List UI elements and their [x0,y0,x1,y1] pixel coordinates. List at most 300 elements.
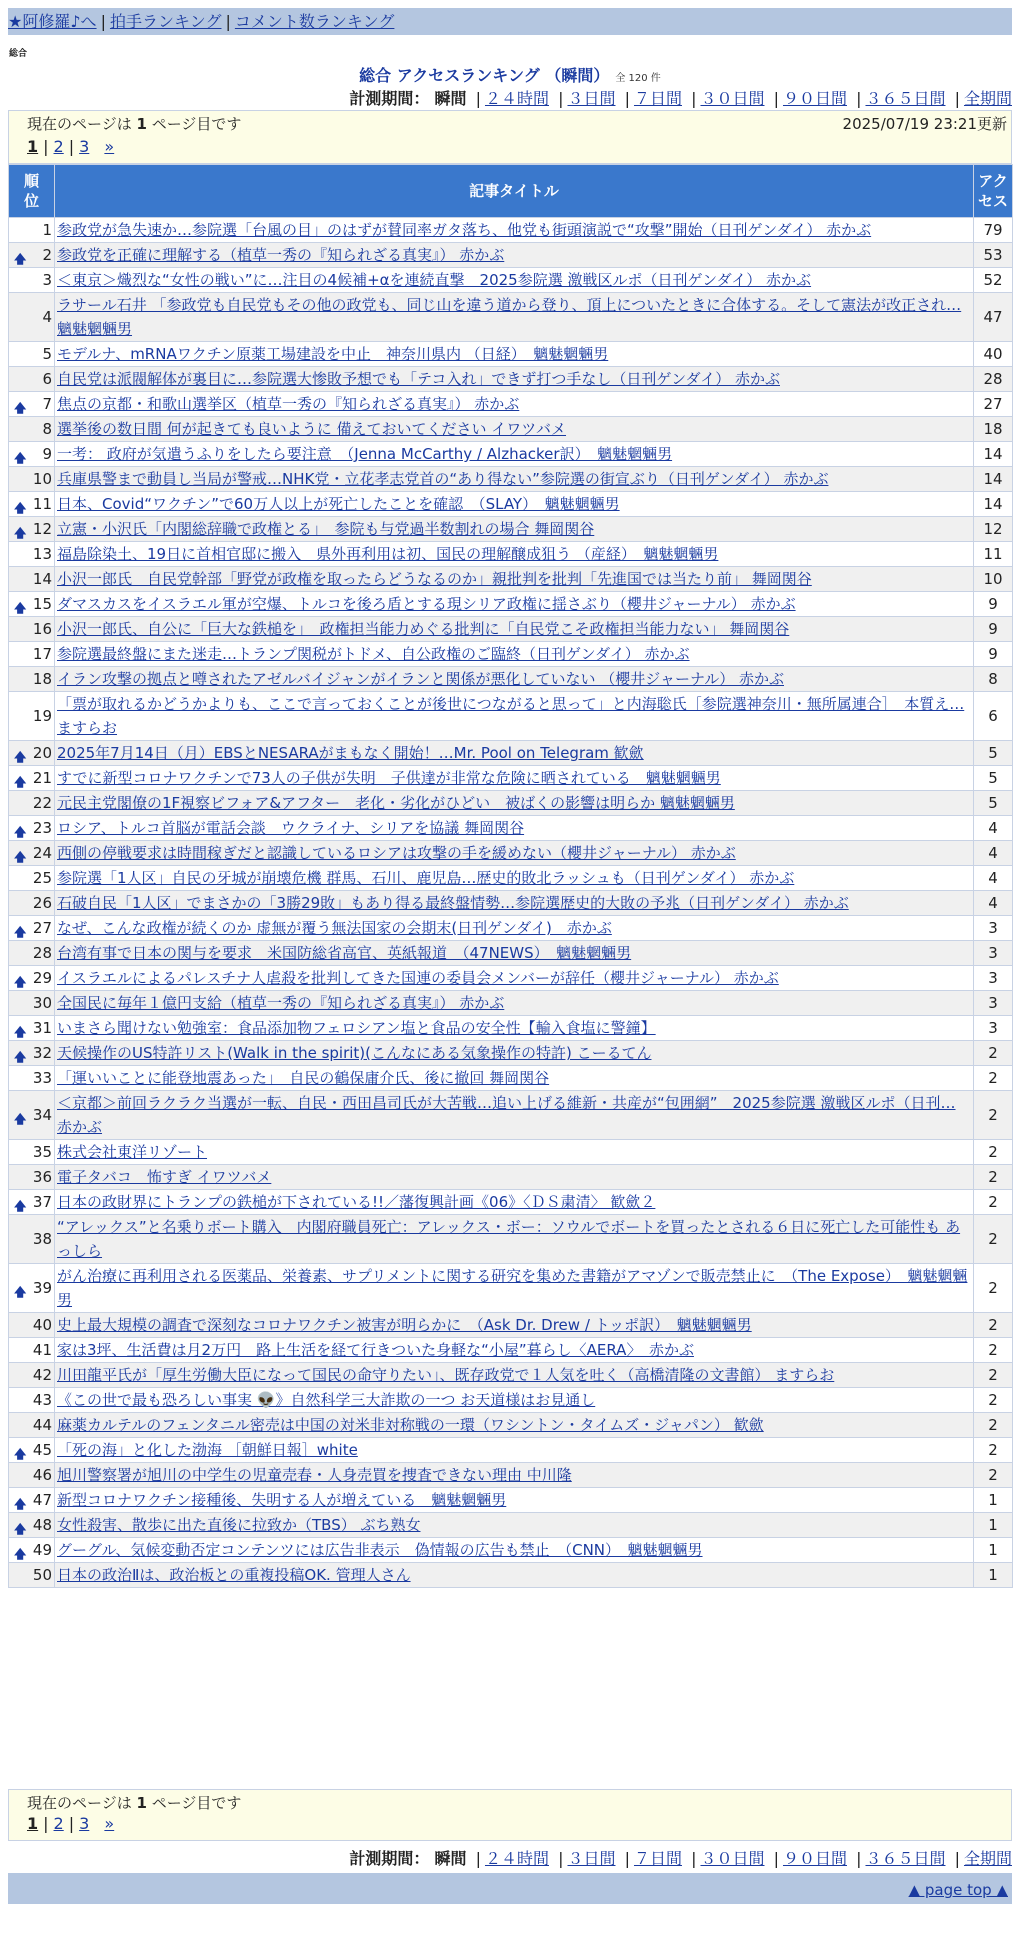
table-row [9,367,1013,392]
title-cell [55,1438,974,1463]
article-link[interactable]: 《この世で最も恐ろしい事実 👽》自然科学三大詐欺の一つ お天道様はお見通し [57,1391,596,1409]
rank-cell [9,542,55,567]
rank-cell [9,1016,55,1041]
title-cell [55,1016,974,1041]
table-row [9,517,1013,542]
title-cell [55,392,974,417]
article-link[interactable]: 「票が取れるかどうかよりも、ここで言っておくことが後世につながると思って」と内海聡氏［参院選神奈川・無所属連合］ 本質え… ますらお [57,695,965,737]
article-link[interactable]: 麻薬カルテルのフェンタニル密売は中国の対米非対称戦の一環（ワシントン・タイムズ・ジャパン） 歓歛 [57,1416,764,1434]
title-cell [55,1091,974,1140]
rank-number: 32 [32,1044,52,1062]
pager-separator: | [68,137,75,156]
title-cell [55,966,974,991]
arrow-up-icon: 🡅 [14,825,27,839]
rank-number: 23 [32,819,52,837]
rank-cell [9,816,55,841]
status-panel-top [8,110,1012,164]
article-link[interactable]: 焦点の京都・和歌山選挙区（植草一秀の『知られざる真実』） 赤かぶ [57,395,520,413]
rank-number: 19 [32,707,52,725]
access-count: 3 [974,1016,1013,1041]
title-cell [55,243,974,268]
table-row [9,816,1013,841]
page-title [0,63,1020,86]
pager-separator: | [68,1814,75,1833]
page-link-current[interactable]: 1 [27,137,39,156]
rank-cell [9,467,55,492]
article-link[interactable]: いまさら聞けない勉強室：食品添加物フェロシアン塩と食品の安全性【輸入食塩に警鐘】 [57,1019,656,1037]
table-row [9,417,1013,442]
article-link[interactable]: ラサール石井 「参政党も自民党もその他の政党も、同じ山を違う道から登り、頂上についたときに合体する。そして憲法が改正され… 魑魅魍魎男 [57,296,962,338]
period-separator: | [624,1849,630,1868]
period-link-30d[interactable]: ３０日間 [700,89,765,108]
article-link[interactable]: なぜ、こんな政権が続くのか 虚無が覆う無法国家の会期末(日刊ゲンダイ) 赤かぶ [57,919,612,937]
ranking-table-body [9,218,1013,1588]
access-count: 9 [974,642,1013,667]
period-selector-bottom [349,1846,1012,1869]
rank-cell [9,766,55,791]
table-row [9,991,1013,1016]
rank-number: 9 [42,445,52,463]
article-link[interactable]: ダマスカスをイスラエル軍が空爆、トルコを後ろ盾とする現シリア政権に揺さぶり（櫻井ジャーナル） 赤かぶ [57,595,796,613]
rank-cell [9,517,55,542]
period-link-90d[interactable]: ９０日間 [782,1849,847,1868]
table-row [9,1313,1013,1338]
article-link[interactable]: 株式会社東洋リゾート [57,1143,208,1161]
rank-number: 3 [42,271,52,289]
rank-cell [9,417,55,442]
title-cell [55,1488,974,1513]
article-link[interactable]: ロシア、トルコ首脳が電話会談 ウクライナ、シリアを協議 舞岡関谷 [57,819,525,837]
title-cell [55,1215,974,1264]
article-link[interactable]: ＜東京＞熾烈な“女性の戦い”に…注目の4候補+αを連続直撃 2025参院選 激戦区ルポ（日刊ゲンダイ） 赤かぶ [57,271,812,289]
table-row [9,1388,1013,1413]
arrow-up-icon: 🡅 [14,252,27,266]
access-count: 1 [974,1488,1013,1513]
article-link[interactable]: 「死の海」と化した渤海 ［朝鮮日報］white [57,1441,358,1459]
table-row [9,1538,1013,1563]
table-row [9,1513,1013,1538]
rank-number: 6 [42,370,52,388]
article-link[interactable]: 兵庫県警まで動員し当局が警戒…NHK党・立花孝志党首の“あり得ない”参院選の街宣ぶり（日刊ゲンダイ） 赤かぶ [57,470,829,488]
title-cell [55,1463,974,1488]
rank-number: 17 [32,645,52,663]
article-link[interactable]: モデルナ、mRNAワクチン原薬工場建設を中止 神奈川県内 （日経） 魑魅魍魎男 [57,345,609,363]
article-link[interactable]: 川田龍平氏が「厚生労働大臣になって国民の命守りたい」、既存政党で１人気を吐く（高橋清隆の文書館） ますらお [57,1366,835,1384]
article-link[interactable]: 旭川警察署が旭川の中学生の児童売春・人身売買を捜査できない理由 中川隆 [57,1466,572,1484]
table-row [9,293,1013,342]
rank-number: 36 [32,1168,52,1186]
period-link-7d[interactable]: ７日間 [633,89,682,108]
period-link-24h[interactable]: ２４時間 [484,89,549,108]
article-link[interactable]: イスラエルによるパレスチナ人虐殺を批判してきた国連の委員会メンバーが辞任（櫻井ジャーナル） 赤かぶ [57,969,779,987]
title-cell [55,342,974,367]
article-link[interactable]: 石破自民「1人区」でまさかの「3勝29敗」もあり得る最終盤情勢…参院選歴史的大敗の予兆（日刊ゲンダイ） 赤かぶ [57,894,849,912]
access-count: 5 [974,741,1013,766]
access-count: 4 [974,816,1013,841]
rank-number: 15 [32,595,52,613]
page-status-number: 1 [136,115,147,133]
rank-cell [9,1190,55,1215]
rank-cell [9,617,55,642]
article-link[interactable]: 日本の政治Ⅱは、政治板との重複投稿OK. 管理人さん [57,1566,411,1584]
page-link-3[interactable]: 3 [79,137,90,156]
arrow-up-icon: 🡅 [14,401,27,415]
ranking-table [8,164,1013,1588]
rank-cell [9,243,55,268]
arrow-up-icon: 🡅 [14,1547,27,1561]
status-panel-bottom [8,1789,1012,1841]
rank-number: 40 [32,1316,52,1334]
table-row [9,1463,1013,1488]
title-cell [55,741,974,766]
nav-separator: | [225,12,231,31]
access-count: 2 [974,1363,1013,1388]
access-count: 11 [974,542,1013,567]
article-link[interactable]: 福島除染土、19日に首相官邸に搬入 県外再利用は初、国民の理解醸成狙う （産経） 魑魅魍魎男 [57,545,719,563]
table-row [9,766,1013,791]
rank-number: 22 [32,794,52,812]
article-link[interactable]: 2025年7月14日（月）EBSとNESARAがまもなく開始！…Mr. Pool on Telegram 歓歛 [57,744,644,762]
table-row [9,667,1013,692]
rank-cell [9,866,55,891]
access-count: 3 [974,941,1013,966]
table-row [9,1438,1013,1463]
rank-number: 38 [32,1230,52,1248]
article-link[interactable]: 自民党は派閥解体が裏目に…参院選大惨敗予想でも「テコ入れ」できず打つ手なし（日刊ゲンダイ） 赤かぶ [57,370,780,388]
access-count: 1 [974,1513,1013,1538]
title-cell [55,1313,974,1338]
title-cell [55,891,974,916]
access-count: 4 [974,866,1013,891]
period-separator: | [558,89,564,108]
rank-cell [9,1413,55,1438]
rank-number: 2 [42,246,52,264]
article-link[interactable]: 参政党が急失速か…参院選「台風の目」のはずが賛同率ガタ落ち、他党も街頭演説で“攻撃”開始（日刊ゲンダイ） 赤かぶ [57,221,872,239]
rank-cell [9,367,55,392]
access-count: 2 [974,1463,1013,1488]
access-count: 3 [974,991,1013,1016]
bottom-bar [8,1873,1012,1904]
rank-cell [9,218,55,243]
rank-number: 1 [42,221,52,239]
rank-cell [9,891,55,916]
access-count: 9 [974,592,1013,617]
period-link-3d[interactable]: ３日間 [567,89,616,108]
article-link[interactable]: がん治療に再利用される医薬品、栄養素、サプリメントに関する研究を集めた書籍がアマゾンで販売禁止に （The Expose） 魑魅魍魎男 [57,1267,968,1309]
updated-timestamp: 2025/07/19 23:21更新 [842,115,1007,133]
period-separator: | [558,1849,564,1868]
arrow-up-icon: 🡅 [14,1447,27,1461]
arrow-up-icon: 🡅 [14,1522,27,1536]
title-cell [55,841,974,866]
arrow-up-icon: 🡅 [14,1497,27,1511]
period-link-365d[interactable]: ３６５日間 [865,89,946,108]
table-row [9,617,1013,642]
access-count: 2 [974,1041,1013,1066]
period-link-7d[interactable]: ７日間 [633,1849,682,1868]
arrow-up-icon: 🡅 [14,925,27,939]
rank-cell [9,1338,55,1363]
article-link[interactable]: 史上最大規模の調査で深刻なコロナワクチン被害が明らかに （Ask Dr. Drew / トッポ訳） 魑魅魍魎男 [57,1316,752,1334]
title-cell [55,692,974,741]
period-link-365d[interactable]: ３６５日間 [865,1849,946,1868]
rank-number: 44 [32,1416,52,1434]
access-count: 1 [974,1563,1013,1588]
article-link[interactable]: 小沢一郎氏、自公に「巨大な鉄槌を」 政権担当能力めぐる批判に「自民党こそ政権担当能力ない」 舞岡関谷 [57,620,790,638]
table-row [9,1413,1013,1438]
article-link[interactable]: 一考： 政府が気遣うふりをしたら要注意 （Jenna McCarthy / Alzhacker訳） 魑魅魍魎男 [57,445,673,463]
title-cell [55,492,974,517]
access-count: 14 [974,442,1013,467]
table-row [9,492,1013,517]
page-link-next[interactable]: » [104,1814,115,1833]
rank-number: 4 [42,308,52,326]
title-cell [55,1363,974,1388]
access-count: 1 [974,1538,1013,1563]
period-separator: | [773,89,779,108]
table-row [9,1215,1013,1264]
title-cell [55,617,974,642]
article-link[interactable]: 元民主党閣僚の1F視察ビフォア&アフター 老化・劣化がひどい 被ばくの影響は明らか 魑魅魍魎男 [57,794,735,812]
pager-separator: | [43,137,49,156]
article-link[interactable]: 「運いいことに能登地震あった」 自民の鶴保庸介氏、後に撤回 舞岡関谷 [57,1069,550,1087]
period-link-all[interactable]: 全期間 [963,89,1012,108]
article-link[interactable]: すでに新型コロナワクチンで73人の子供が失明 子供達が非常な危険に晒されている 魑魅魍魎男 [57,769,721,787]
access-count: 8 [974,667,1013,692]
article-link[interactable]: ＜京都＞前回ラクラク当選が一転、自民・西田昌司氏が大苦戦…追い上げる維新・共産が“包囲網” 2025参院選 激戦区ルポ（日刊… 赤かぶ [57,1094,956,1136]
rank-number: 21 [32,769,52,787]
table-row [9,1140,1013,1165]
table-row [9,642,1013,667]
arrow-up-icon: 🡅 [14,601,27,615]
period-link-24h[interactable]: ２４時間 [484,1849,549,1868]
table-row [9,342,1013,367]
article-link[interactable]: 日本の政財界にトランプの鉄槌が下されている!!／藩復興計画《06》〈ＤＳ粛清〉 歓歛２ [57,1193,656,1211]
title-cell [55,791,974,816]
rank-cell [9,916,55,941]
rank-cell [9,392,55,417]
table-row [9,1338,1013,1363]
period-separator: | [624,89,630,108]
rank-number: 39 [32,1279,52,1297]
rank-number: 37 [32,1193,52,1211]
article-link[interactable]: 日本、Covid“ワクチン”で60万人以上が死亡したことを確認 （SLAY） 魑魅魍魎男 [57,495,620,513]
item-count: 全 120 件 [615,73,661,84]
access-count: 4 [974,841,1013,866]
rank-number: 48 [32,1516,52,1534]
page-link-2[interactable]: 2 [53,137,64,156]
arrow-up-icon: 🡅 [14,975,27,989]
rank-cell [9,492,55,517]
access-count: 79 [974,218,1013,243]
title-cell [55,1066,974,1091]
pagination-top [27,137,114,156]
arrow-up-icon: 🡅 [14,526,27,540]
article-link[interactable]: イラン攻撃の拠点と噂されたアゼルバイジャンがイランと関係が悪化していない （櫻井ジャーナル） 赤かぶ [57,670,784,688]
rank-cell [9,941,55,966]
page-link-current[interactable]: 1 [27,1814,39,1833]
access-count: 10 [974,567,1013,592]
page-status-message-bottom [27,1792,241,1813]
access-count: 2 [974,1388,1013,1413]
article-link[interactable]: グーグル、気候変動否定コンテンツには広告非表示 偽情報の広告も禁止 （CNN） 魑魅魍魎男 [57,1541,703,1559]
table-row [9,1363,1013,1388]
rank-number: 33 [32,1069,52,1087]
table-row [9,467,1013,492]
article-link[interactable]: 選挙後の数日間 何が起きても良いように 備えておいてください イワツバメ [57,420,567,438]
arrow-up-icon: 🡅 [14,850,27,864]
title-cell [55,766,974,791]
title-cell [55,1041,974,1066]
rank-number: 13 [32,545,52,563]
table-row [9,966,1013,991]
period-separator: | [691,89,697,108]
rank-number: 34 [32,1106,52,1124]
title-cell [55,667,974,692]
rank-number: 27 [32,919,52,937]
table-row [9,1016,1013,1041]
rank-number: 35 [32,1143,52,1161]
table-row [9,1041,1013,1066]
rank-cell [9,567,55,592]
access-count: 27 [974,392,1013,417]
access-count: 28 [974,367,1013,392]
access-count: 40 [974,342,1013,367]
column-header-title: 記事タイトル [55,165,974,218]
title-cell [55,218,974,243]
access-count: 5 [974,791,1013,816]
period-link-30d[interactable]: ３０日間 [700,1849,765,1868]
article-link[interactable]: 家は3坪、生活費は月2万円 路上生活を経て行きついた身軽な“小屋”暮らし〈AERA〉 赤かぶ [57,1341,694,1359]
title-cell [55,866,974,891]
rank-cell [9,1165,55,1190]
title-cell [55,268,974,293]
period-link-3d[interactable]: ３日間 [567,1849,616,1868]
table-row [9,791,1013,816]
access-count: 53 [974,243,1013,268]
table-row [9,916,1013,941]
article-link[interactable]: 参院選最終盤にまた迷走…トランプ関税がトドメ、自公政権のご臨終（日刊ゲンダイ） 赤かぶ [57,645,690,663]
table-row [9,268,1013,293]
rank-number: 41 [32,1341,52,1359]
site-label: 総合 [9,49,28,59]
period-separator: | [856,89,862,108]
table-row [9,218,1013,243]
rank-cell [9,1264,55,1313]
nav-link-home[interactable]: ★阿修羅♪へ [8,12,97,31]
rank-number: 46 [32,1466,52,1484]
article-link[interactable]: 新型コロナワクチン接種後、失明する人が増えている 魑魅魍魎男 [57,1491,507,1509]
table-row [9,891,1013,916]
access-count: 2 [974,1313,1013,1338]
table-row [9,592,1013,617]
title-cell [55,1538,974,1563]
arrow-up-icon: 🡅 [14,1050,27,1064]
pager-spacer [94,137,99,156]
article-link[interactable]: 電子タバコ 怖すぎ イワツバメ [57,1168,272,1186]
title-cell [55,1190,974,1215]
page-title-text: 総合 アクセスランキング （瞬間） [359,66,610,85]
article-link[interactable]: 参政党を正確に理解する（植草一秀の『知られざる真実』） 赤かぶ [57,246,505,264]
article-link[interactable]: 台湾有事で日本の関与を要求 米国防総省高官、英紙報道 （47NEWS） 魑魅魍魎男 [57,944,632,962]
title-cell [55,816,974,841]
rank-cell [9,1066,55,1091]
article-link[interactable]: 立憲・小沢氏「内閣総辞職で政権とる」 参院も与党過半数割れの場合 舞岡関谷 [57,520,595,538]
article-link[interactable]: 参院選「1人区」自民の牙城が崩壊危機 群馬、石川、鹿児島…歴史的敗北ラッシュも（日刊ゲンダイ） 赤かぶ [57,869,795,887]
article-link[interactable]: 全国民に毎年１億円支給（植草一秀の『知られざる真実』） 赤かぶ [57,994,505,1012]
table-row [9,1190,1013,1215]
rank-cell [9,1313,55,1338]
access-count: 14 [974,467,1013,492]
access-count: 2 [974,1190,1013,1215]
period-link-all[interactable]: 全期間 [963,1849,1012,1868]
rank-cell [9,1091,55,1140]
page-status-pre: 現在のページは [27,115,132,133]
table-row [9,1563,1013,1588]
title-cell [55,941,974,966]
title-cell [55,642,974,667]
title-cell [55,467,974,492]
nav-link-clap-ranking[interactable]: 拍手ランキング [109,12,222,31]
period-separator: | [856,1849,862,1868]
rank-cell [9,1538,55,1563]
page-top-link[interactable]: ▲ page top ▲ [908,1881,1008,1899]
table-header-row [9,165,1013,218]
article-link[interactable]: 女性殺害、散歩に出た直後に拉致か（TBS） ぶち熟女 [57,1516,421,1534]
table-row [9,1091,1013,1140]
period-link-90d[interactable]: ９０日間 [782,89,847,108]
page-link-2[interactable]: 2 [53,1814,64,1833]
rank-cell [9,1488,55,1513]
rank-cell [9,991,55,1016]
period-label: 計測期間： [349,1849,430,1868]
rank-cell [9,1563,55,1588]
rank-cell [9,1215,55,1264]
title-cell [55,542,974,567]
period-separator: | [691,1849,697,1868]
rank-cell [9,342,55,367]
article-link[interactable]: 西側の停戦要求は時間稼ぎだと認識しているロシアは攻撃の手を緩めない（櫻井ジャーナル） 赤かぶ [57,844,736,862]
page-link-next[interactable]: » [104,137,115,156]
article-link[interactable]: “アレックス”と名乗りボート購入 内閣府職員死亡：アレックス・ボー：ソウルでボートを買ったとされる６日に死亡した可能性も あっしら [57,1218,961,1260]
rank-cell [9,692,55,741]
rank-number: 26 [32,894,52,912]
rank-number: 16 [32,620,52,638]
rank-cell [9,268,55,293]
article-link[interactable]: 小沢一郎氏 自民党幹部「野党が政権を取ったらどうなるのか」親批判を批判「先進国では当たり前」 舞岡関谷 [57,570,812,588]
title-cell [55,1388,974,1413]
rank-number: 29 [32,969,52,987]
nav-link-comment-ranking[interactable]: コメント数ランキング [234,12,395,31]
rank-number: 31 [32,1019,52,1037]
access-count: 2 [974,1091,1013,1140]
rank-number: 25 [32,869,52,887]
table-row [9,442,1013,467]
rank-number: 43 [32,1391,52,1409]
access-count: 12 [974,517,1013,542]
arrow-up-icon: 🡅 [14,451,27,465]
page-link-3[interactable]: 3 [79,1814,90,1833]
page-status-pre: 現在のページは [27,1794,132,1812]
pager-separator: | [43,1814,49,1833]
access-count: 5 [974,766,1013,791]
article-link[interactable]: 天候操作のUS特許リスト(Walk in the spirit)(こんなにある気象操作の特許) こーるてん [57,1044,652,1062]
rank-number: 14 [32,570,52,588]
rank-cell [9,841,55,866]
period-separator: | [773,1849,779,1868]
rank-number: 10 [32,470,52,488]
access-count: 2 [974,1264,1013,1313]
